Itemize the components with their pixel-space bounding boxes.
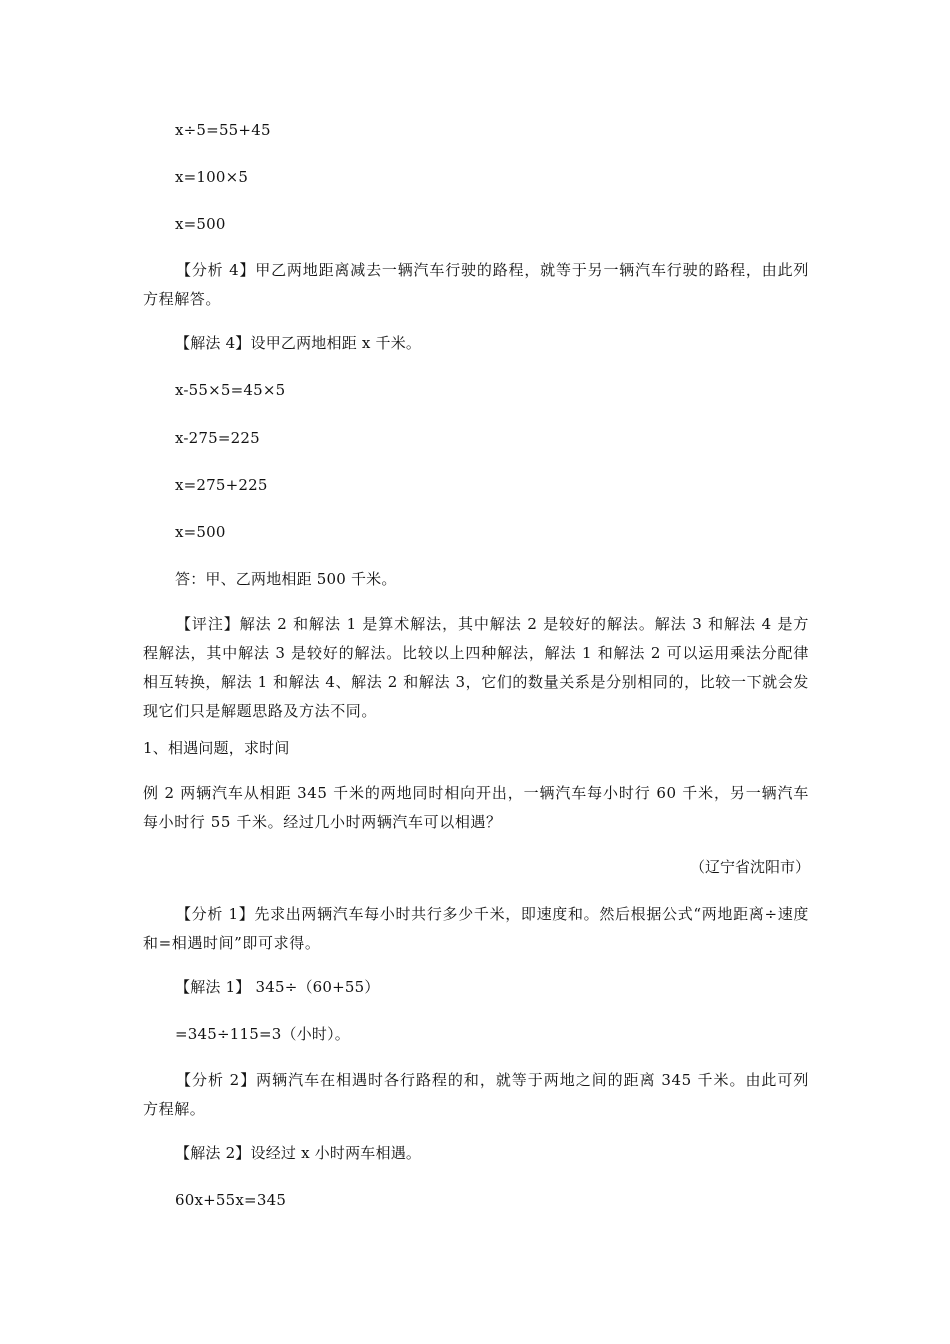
solution-1-heading: 【解法 1】 345÷（60+55） [175,978,380,996]
solution-2-heading: 【解法 2】设经过 x 小时两车相遇。 [175,1144,422,1162]
equation-line: =345÷115=3（小时）。 [175,1025,351,1043]
equation-line: x=275+225 [175,476,268,494]
comment-paragraph: 【评注】解法 2 和解法 1 是算术解法，其中解法 2 是较好的解法。解法 3 和解法 4 是方程解法，其中解法 3 是较好的解法。比较以上四种解法，解法 1 和解法 2 可以运用乘法分配律相互转换，解法 1 和解法 4、解法 2 和解法 3，它们的数量关系是分别相同的，比较一下就会发现它们只是解题思路及方法不同。 [143,615,809,720]
equation-line: x÷5=55+45 [175,121,271,139]
analysis-1-paragraph: 【分析 1】先求出两辆汽车每小时共行多少千米，即速度和。然后根据公式“两地距离÷速度和=相遇时间”即可求得。 [143,905,809,952]
analysis-2-paragraph: 【分析 2】两辆汽车在相遇时各行路程的和，就等于两地之间的距离 345 千米。由此可列方程解。 [143,1071,809,1118]
source-note: （辽宁省沈阳市） [689,858,810,876]
section-heading: 1、相遇问题，求时间 [143,739,290,757]
equation-line: 60x+55x=345 [175,1191,287,1209]
equation-line: x-55×5=45×5 [175,381,286,399]
analysis-4-paragraph: 【分析 4】甲乙两地距离减去一辆汽车行驶的路程，就等于另一辆汽车行驶的路程，由此列方程解答。 [143,261,809,308]
example-2-paragraph: 例 2 两辆汽车从相距 345 千米的两地同时相向开出，一辆汽车每小时行 60 千米，另一辆汽车每小时行 55 千米。经过几小时两辆汽车可以相遇？ [143,784,809,831]
equation-line: x=100×5 [175,168,249,186]
equation-line: x-275=225 [175,429,260,447]
equation-line: x=500 [175,215,226,233]
solution-4-heading: 【解法 4】设甲乙两地相距 x 千米。 [175,334,422,352]
answer-line: 答：甲、乙两地相距 500 千米。 [175,570,397,588]
equation-line: x=500 [175,523,226,541]
